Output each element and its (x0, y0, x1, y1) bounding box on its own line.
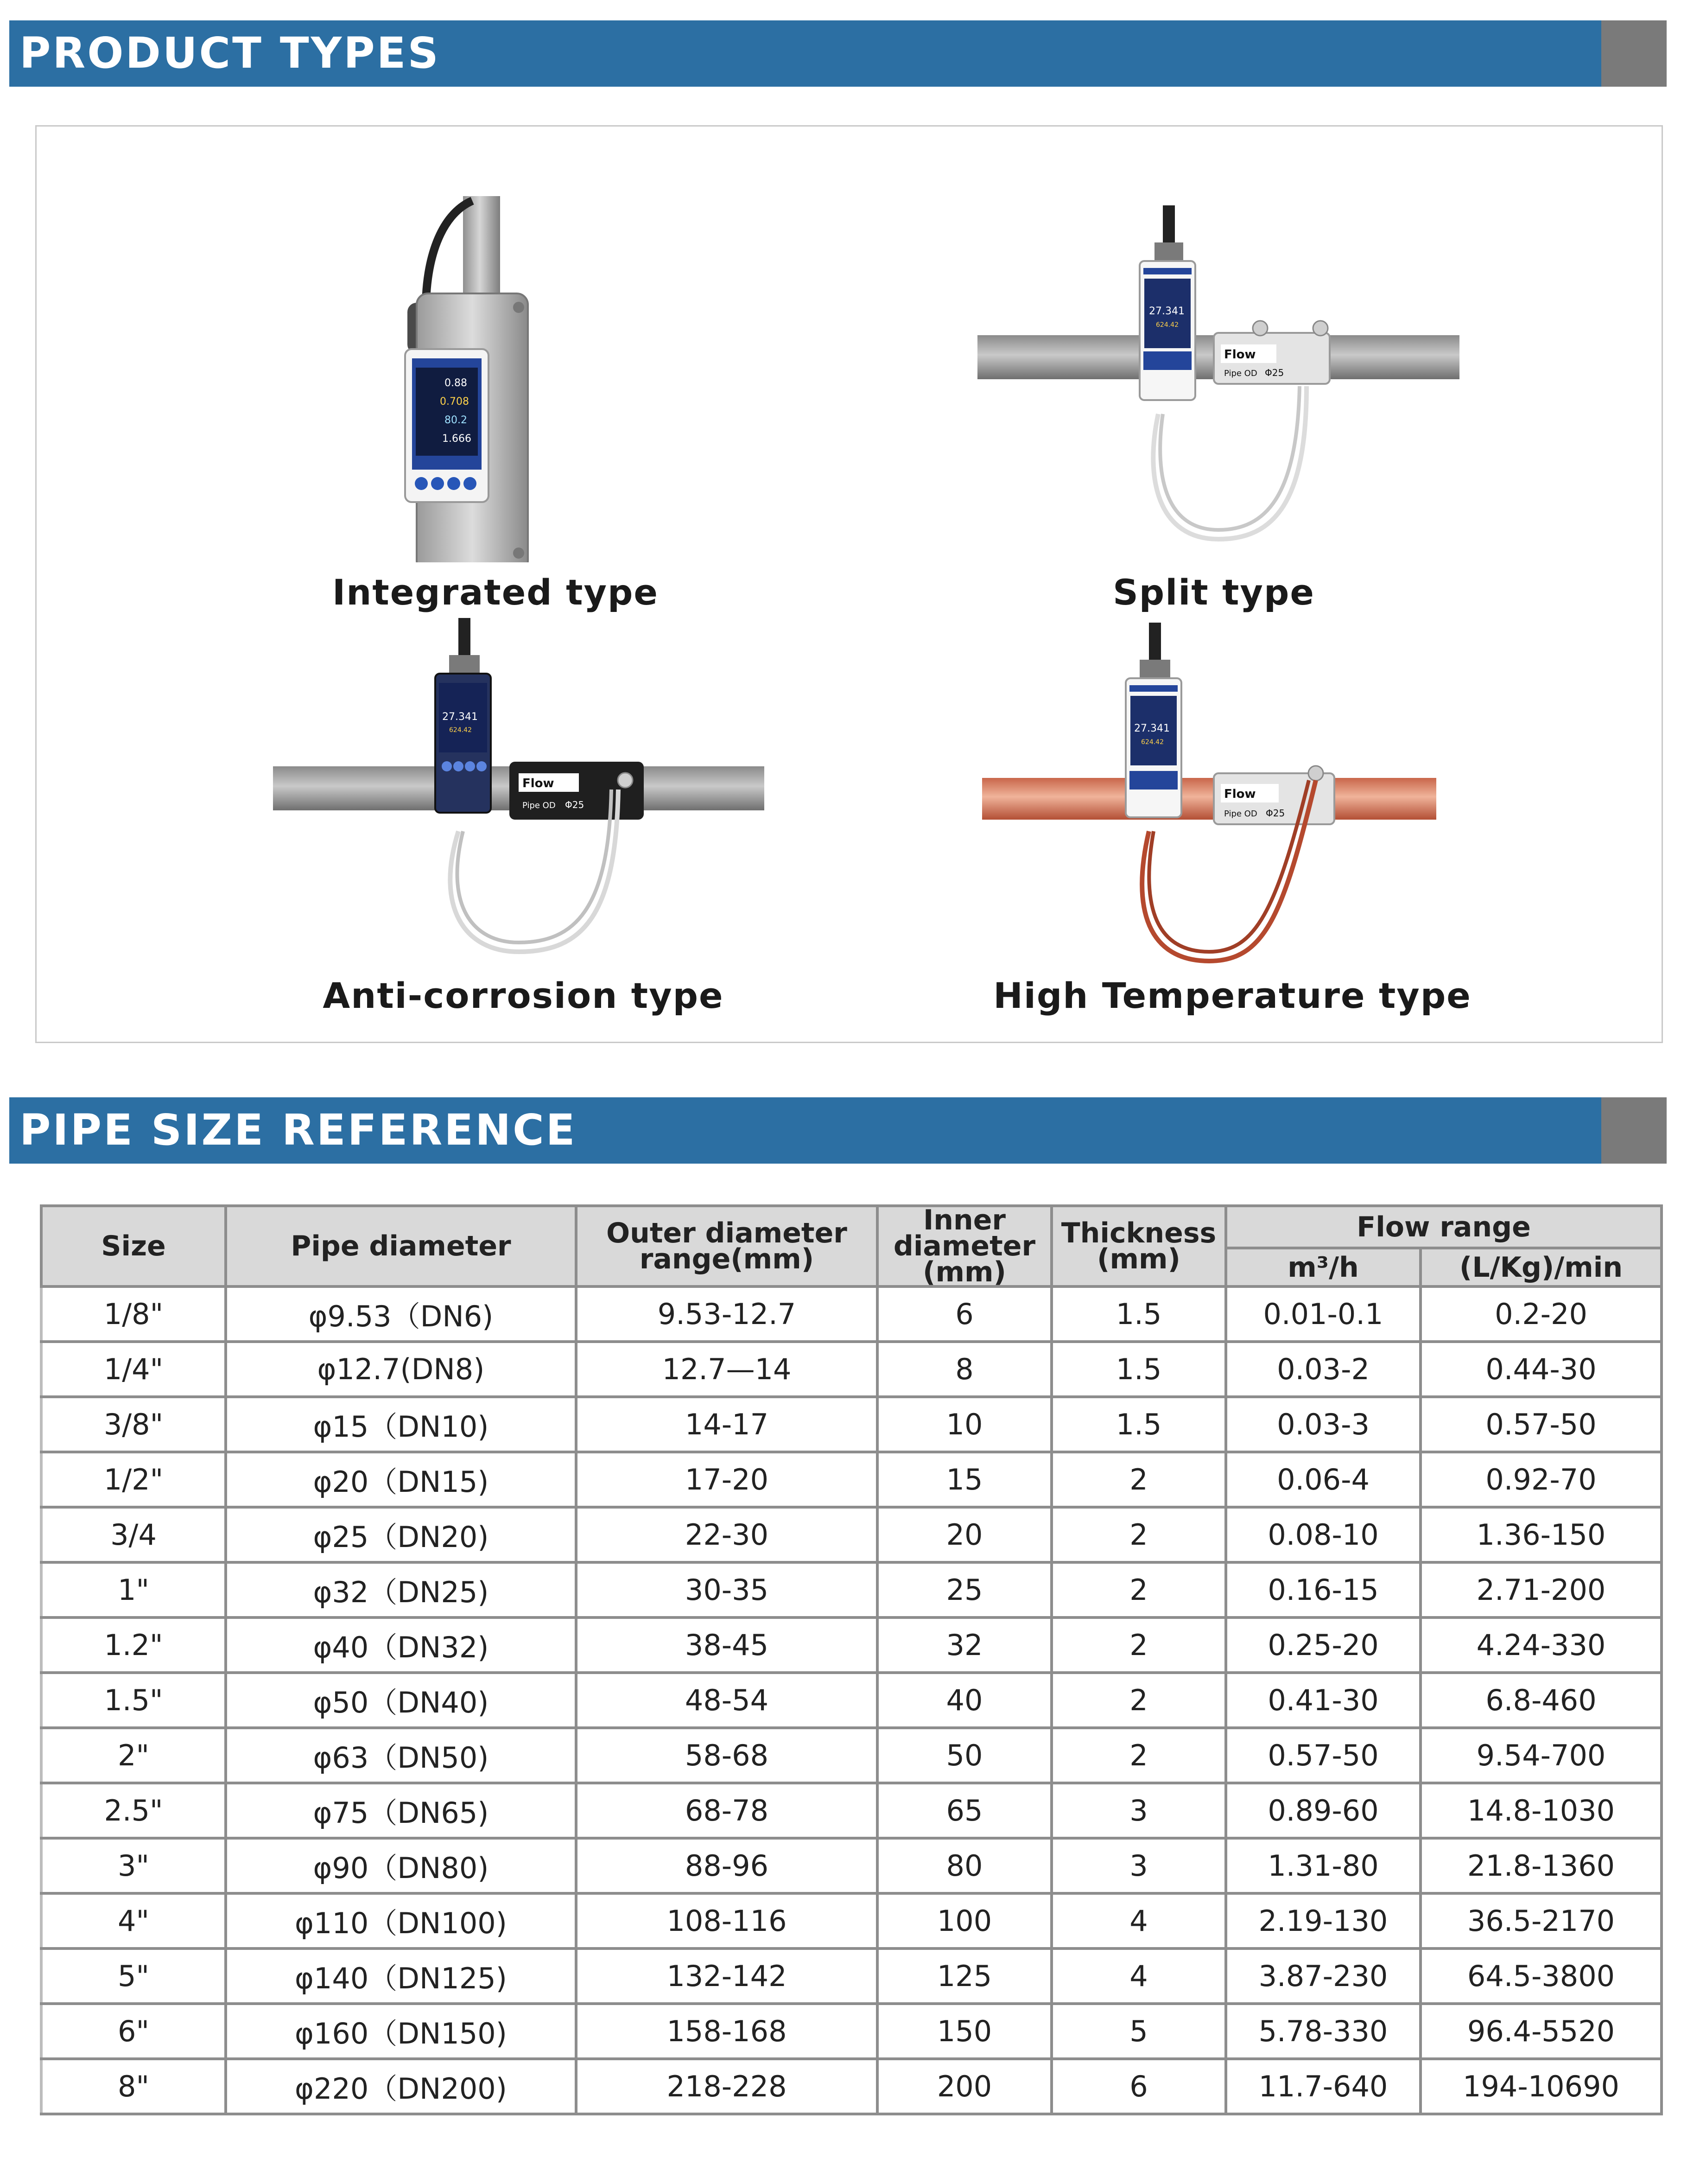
product-caption: Integrated type (332, 572, 659, 613)
outer-diameter-cell: 158-168 (576, 2004, 877, 2059)
size-cell: 3" (41, 1838, 226, 1893)
pipe-diameter-cell: φ50（DN40) (226, 1673, 576, 1728)
outer-diameter-cell: 132-142 (576, 1948, 877, 2004)
thickness-cell: 2 (1052, 1728, 1226, 1783)
table-row (41, 2059, 1662, 2114)
flow-lkg-cell: 0.44-30 (1421, 1342, 1662, 1397)
pipe-table-body (41, 1286, 1662, 2114)
table-row (41, 1286, 1662, 1342)
outer-diameter-cell: 22-30 (576, 1507, 877, 1562)
size-cell: 1/2" (41, 1452, 226, 1507)
thickness-cell: 2 (1052, 1507, 1226, 1562)
flow-lkg-cell: 14.8-1030 (1421, 1783, 1662, 1838)
flow-m3h-cell: 0.16-15 (1226, 1562, 1421, 1617)
product-gallery (35, 125, 1663, 1043)
flow-lkg-cell: 194-10690 (1421, 2059, 1662, 2114)
high-temperature-flowmeter-image (931, 590, 1534, 980)
thickness-cell: 2 (1052, 1617, 1226, 1673)
product-types-header (9, 20, 1667, 87)
outer-diameter-cell: 9.53-12.7 (576, 1286, 877, 1342)
flow-lkg-cell: 1.36-150 (1421, 1507, 1662, 1562)
flow-lkg-cell: 64.5-3800 (1421, 1948, 1662, 2004)
thickness-cell: 6 (1052, 2059, 1226, 2114)
hightemp-sensor-pipe: Pipe OD (1224, 809, 1257, 819)
header-outer-diameter: Outer diameter range(mm) (576, 1206, 877, 1286)
flow-lkg-cell: 9.54-700 (1421, 1728, 1662, 1783)
pipe-diameter-cell: φ140（DN125) (226, 1948, 576, 2004)
inner-diameter-cell: 10 (877, 1397, 1052, 1452)
split-display-sub: 624.42 (1156, 321, 1179, 329)
pipe-diameter-cell: φ9.53（DN6) (226, 1286, 576, 1342)
inner-diameter-cell: 100 (877, 1893, 1052, 1948)
header-size: Size (41, 1206, 226, 1286)
outer-diameter-cell: 88-96 (576, 1838, 877, 1893)
inner-diameter-cell: 6 (877, 1286, 1052, 1342)
product-caption: Split type (1113, 572, 1315, 613)
size-cell: 1/4" (41, 1342, 226, 1397)
outer-diameter-cell: 30-35 (576, 1562, 877, 1617)
flow-lkg-cell: 0.2-20 (1421, 1286, 1662, 1342)
hightemp-display-sub: 624.42 (1141, 739, 1164, 746)
pipe-diameter-cell: φ220（DN200) (226, 2059, 576, 2114)
integrated-display-line-2: 0.708 (440, 396, 469, 408)
inner-diameter-cell: 200 (877, 2059, 1052, 2114)
product-caption: High Temperature type (993, 975, 1472, 1016)
size-cell: 1/8" (41, 1286, 226, 1342)
inner-diameter-cell: 25 (877, 1562, 1052, 1617)
product-anti-corrosion (231, 590, 815, 1040)
section-title: PRODUCT TYPES (19, 28, 440, 78)
flow-lkg-cell: 0.92-70 (1421, 1452, 1662, 1507)
inner-diameter-cell: 40 (877, 1673, 1052, 1728)
thickness-cell: 1.5 (1052, 1342, 1226, 1397)
table-row (41, 1562, 1662, 1617)
flow-lkg-cell: 4.24-330 (1421, 1617, 1662, 1673)
size-cell: 5" (41, 1948, 226, 2004)
table-row (41, 1507, 1662, 1562)
hightemp-display-reading: 27.341 (1134, 723, 1170, 734)
size-cell: 3/4 (41, 1507, 226, 1562)
product-high-temperature (931, 590, 1534, 1040)
pipe-diameter-cell: φ110（DN100) (226, 1893, 576, 1948)
thickness-cell: 4 (1052, 1893, 1226, 1948)
product-caption: Anti-corrosion type (323, 975, 724, 1016)
flow-m3h-cell: 0.89-60 (1226, 1783, 1421, 1838)
flow-lkg-cell: 36.5-2170 (1421, 1893, 1662, 1948)
inner-diameter-cell: 15 (877, 1452, 1052, 1507)
table-row (41, 1452, 1662, 1507)
table-row (41, 1673, 1662, 1728)
table-row (41, 1783, 1662, 1838)
inner-diameter-cell: 125 (877, 1948, 1052, 2004)
size-cell: 8" (41, 2059, 226, 2114)
table-row (41, 1948, 1662, 2004)
size-cell: 1" (41, 1562, 226, 1617)
table-row (41, 2004, 1662, 2059)
outer-diameter-cell: 48-54 (576, 1673, 877, 1728)
thickness-cell: 4 (1052, 1948, 1226, 2004)
split-sensor-label: Flow (1224, 348, 1256, 362)
inner-diameter-cell: 50 (877, 1728, 1052, 1783)
pipe-diameter-cell: φ15（DN10) (226, 1397, 576, 1452)
inner-diameter-cell: 8 (877, 1342, 1052, 1397)
table-row (41, 1728, 1662, 1783)
anti-display-reading: 27.341 (442, 711, 478, 723)
outer-diameter-cell: 12.7—14 (576, 1342, 877, 1397)
size-cell: 3/8" (41, 1397, 226, 1452)
outer-diameter-cell: 38-45 (576, 1617, 877, 1673)
thickness-cell: 2 (1052, 1673, 1226, 1728)
flow-m3h-cell: 3.87-230 (1226, 1948, 1421, 2004)
pipe-diameter-cell: φ63（DN50) (226, 1728, 576, 1783)
thickness-cell: 3 (1052, 1783, 1226, 1838)
integrated-display-line-1: 0.88 (444, 377, 467, 389)
flow-m3h-cell: 0.25-20 (1226, 1617, 1421, 1673)
flow-m3h-cell: 0.57-50 (1226, 1728, 1421, 1783)
flow-m3h-cell: 5.78-330 (1226, 2004, 1421, 2059)
section-title: PIPE SIZE REFERENCE (19, 1105, 577, 1155)
inner-diameter-cell: 80 (877, 1838, 1052, 1893)
size-cell: 4" (41, 1893, 226, 1948)
flow-m3h-cell: 0.03-3 (1226, 1397, 1421, 1452)
pipe-size-table (40, 1204, 1663, 2115)
outer-diameter-cell: 17-20 (576, 1452, 877, 1507)
header-thickness: Thickness (mm) (1052, 1206, 1226, 1286)
thickness-cell: 5 (1052, 2004, 1226, 2059)
split-sensor-pipe: Pipe OD (1224, 369, 1257, 378)
header-pipe-diameter: Pipe diameter (226, 1206, 576, 1286)
product-split (940, 154, 1487, 618)
thickness-cell: 1.5 (1052, 1286, 1226, 1342)
product-integrated (222, 154, 769, 618)
table-row (41, 1397, 1662, 1452)
size-cell: 1.5" (41, 1673, 226, 1728)
flow-lkg-cell: 96.4-5520 (1421, 2004, 1662, 2059)
table-row (41, 1893, 1662, 1948)
flow-lkg-cell: 2.71-200 (1421, 1562, 1662, 1617)
pipe-diameter-cell: φ160（DN150) (226, 2004, 576, 2059)
anti-sensor-size: Φ25 (565, 799, 584, 810)
pipe-diameter-cell: φ75（DN65) (226, 1783, 576, 1838)
anti-sensor-label: Flow (522, 777, 554, 790)
pipe-diameter-cell: φ90（DN80) (226, 1838, 576, 1893)
pipe-diameter-cell: φ20（DN15) (226, 1452, 576, 1507)
pipe-diameter-cell: φ32（DN25) (226, 1562, 576, 1617)
inner-diameter-cell: 20 (877, 1507, 1052, 1562)
split-sensor-size: Φ25 (1265, 367, 1284, 378)
header-flow-range: Flow range (1226, 1206, 1662, 1248)
flow-m3h-cell: 2.19-130 (1226, 1893, 1421, 1948)
outer-diameter-cell: 108-116 (576, 1893, 877, 1948)
flow-lkg-cell: 0.57-50 (1421, 1397, 1662, 1452)
anti-corrosion-flowmeter-image (231, 590, 815, 980)
outer-diameter-cell: 14-17 (576, 1397, 877, 1452)
flow-m3h-cell: 0.08-10 (1226, 1507, 1421, 1562)
anti-display-sub: 624.42 (449, 726, 472, 734)
thickness-cell: 3 (1052, 1838, 1226, 1893)
split-display-reading: 27.341 (1149, 306, 1185, 317)
flow-m3h-cell: 0.41-30 (1226, 1673, 1421, 1728)
table-row (41, 1617, 1662, 1673)
outer-diameter-cell: 218-228 (576, 2059, 877, 2114)
outer-diameter-cell: 68-78 (576, 1783, 877, 1838)
hightemp-sensor-label: Flow (1224, 787, 1256, 801)
integrated-display-line-3: 80.2 (444, 414, 467, 426)
table-row (41, 1342, 1662, 1397)
anti-sensor-pipe: Pipe OD (522, 801, 556, 810)
inner-diameter-cell: 150 (877, 2004, 1052, 2059)
flow-lkg-cell: 6.8-460 (1421, 1673, 1662, 1728)
header-inner-diameter: Inner diameter (mm) (877, 1206, 1052, 1286)
thickness-cell: 1.5 (1052, 1397, 1226, 1452)
flow-m3h-cell: 1.31-80 (1226, 1838, 1421, 1893)
pipe-diameter-cell: φ25（DN20) (226, 1507, 576, 1562)
thickness-cell: 2 (1052, 1562, 1226, 1617)
split-flowmeter-image (940, 154, 1487, 562)
inner-diameter-cell: 65 (877, 1783, 1052, 1838)
flow-m3h-cell: 0.03-2 (1226, 1342, 1421, 1397)
table-row (41, 1838, 1662, 1893)
size-cell: 6" (41, 2004, 226, 2059)
integrated-flowmeter-image (222, 154, 769, 562)
header-flow-lkg: (L/Kg)/min (1421, 1248, 1662, 1286)
thickness-cell: 2 (1052, 1452, 1226, 1507)
integrated-display-line-4: 1.666 (442, 433, 471, 445)
flow-m3h-cell: 0.06-4 (1226, 1452, 1421, 1507)
header-flow-m3h: m³/h (1226, 1248, 1421, 1286)
size-cell: 1.2" (41, 1617, 226, 1673)
flow-m3h-cell: 11.7-640 (1226, 2059, 1421, 2114)
pipe-size-reference-header (9, 1097, 1667, 1164)
pipe-diameter-cell: φ40（DN32) (226, 1617, 576, 1673)
flow-m3h-cell: 0.01-0.1 (1226, 1286, 1421, 1342)
size-cell: 2.5" (41, 1783, 226, 1838)
flow-lkg-cell: 21.8-1360 (1421, 1838, 1662, 1893)
pipe-diameter-cell: φ12.7(DN8) (226, 1342, 576, 1397)
hightemp-sensor-size: Φ25 (1266, 808, 1285, 819)
inner-diameter-cell: 32 (877, 1617, 1052, 1673)
outer-diameter-cell: 58-68 (576, 1728, 877, 1783)
size-cell: 2" (41, 1728, 226, 1783)
